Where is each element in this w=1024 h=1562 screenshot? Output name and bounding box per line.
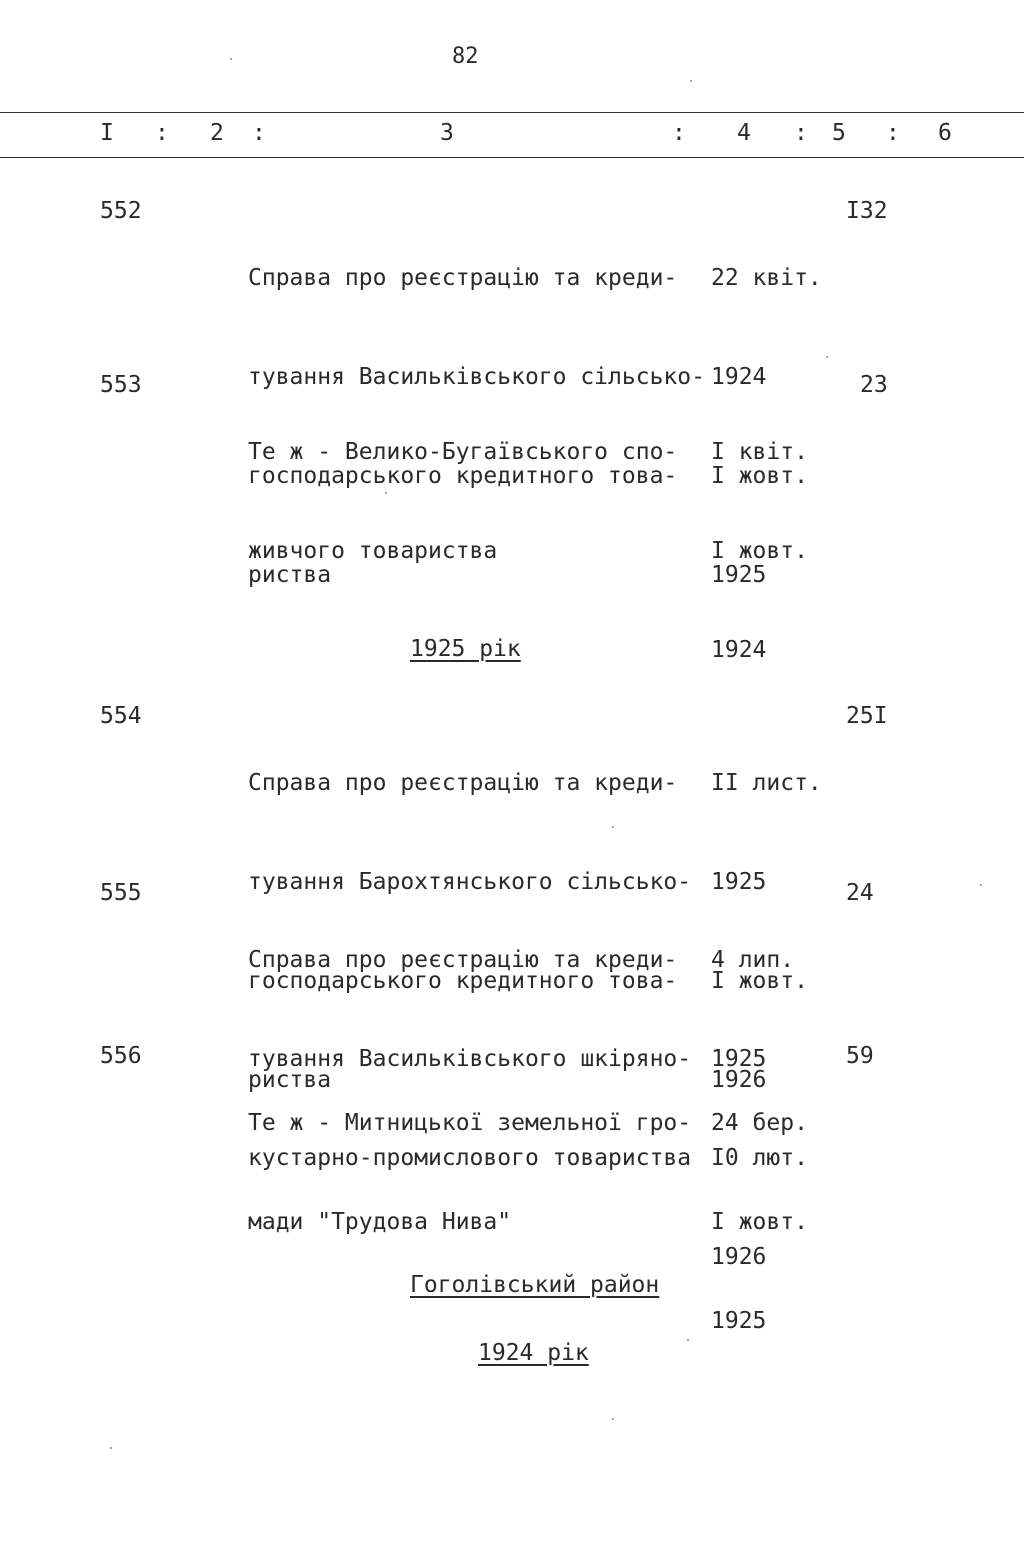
description-line: тування Барохтянського сільсько- [248, 869, 692, 895]
column-header-2: 2 [210, 120, 224, 146]
date-line: 1924 [711, 364, 767, 390]
description-line: господарського кредитного това- [248, 463, 678, 489]
date-line: 1926 [711, 1244, 767, 1270]
entry-count: I32 [846, 198, 888, 224]
date-line: I жовт. [711, 1209, 808, 1235]
description-line: риства [248, 1067, 332, 1093]
date-line: I жовт. [711, 968, 808, 994]
date-line: 1925 [711, 1308, 767, 1334]
date-line: 1925 [711, 562, 767, 588]
column-header-5: 5 [832, 120, 846, 146]
column-separator: : [252, 120, 266, 146]
date-line: 1924 [711, 637, 767, 663]
column-separator: : [672, 120, 686, 146]
description-line: господарського кредитного това- [248, 968, 678, 994]
description-line: Справа про реєстрацію та креди- [248, 770, 678, 796]
description-line: Те ж - Велико-Бугаївського спо- [248, 439, 678, 465]
scan-speck [612, 826, 614, 828]
description-line: Те ж - Митницької земельної гро- [248, 1110, 692, 1136]
entry-number: 556 [100, 1043, 142, 1069]
scan-speck [230, 58, 232, 60]
date-line: I квіт. [711, 439, 808, 465]
date-line: 4 лип. [711, 947, 795, 973]
scan-speck [690, 80, 692, 82]
entry-number: 554 [100, 703, 142, 729]
description-line: тування Васильківського сільсько- [248, 364, 705, 390]
date-line: I0 лют. [711, 1145, 808, 1171]
description-line: тування Васильківського шкіряно- [248, 1046, 692, 1072]
scan-speck [612, 1418, 614, 1420]
column-header-4: 4 [737, 120, 751, 146]
column-header-3: 3 [440, 120, 454, 146]
date-line: I жовт. [711, 538, 808, 564]
column-header-6: 6 [938, 120, 952, 146]
scan-speck [110, 1447, 112, 1449]
entry-number: 553 [100, 372, 142, 398]
entry-description [248, 370, 718, 634]
entry-count: 24 [846, 880, 874, 906]
description-line: Справа про реєстрацію та креди- [248, 265, 678, 291]
header-bottom-rule [0, 157, 1024, 158]
description-line: живчого товариства [248, 538, 498, 564]
entry-dates [711, 1041, 808, 1404]
column-separator: : [155, 120, 169, 146]
entry-count: 25I [846, 703, 888, 729]
date-line: 1926 [711, 1067, 767, 1093]
scan-speck [385, 492, 387, 494]
entry-count: 59 [846, 1043, 874, 1069]
year-heading-1924: 1924 рік [478, 1340, 589, 1366]
entry-number: 552 [100, 198, 142, 224]
description-line: Справа про реєстрацію та креди- [248, 947, 678, 973]
date-line: II лист. [711, 770, 822, 796]
entry-dates [711, 370, 808, 733]
date-line: 1925 [711, 1046, 767, 1072]
header-top-rule [0, 112, 1024, 113]
entry-count: 23 [860, 372, 888, 398]
date-line: 24 бер. [711, 1110, 808, 1136]
entry-description [248, 1041, 718, 1305]
scan-speck [687, 1339, 689, 1341]
date-line: I жовт. [711, 463, 808, 489]
scan-speck [980, 884, 982, 886]
entry-number: 555 [100, 880, 142, 906]
page-number: 82 [452, 44, 479, 69]
description-line: кустарно-промислового товариства [248, 1145, 692, 1171]
year-heading-1925: 1925 рік [410, 636, 521, 662]
district-heading: Гоголівський район [410, 1272, 660, 1298]
column-separator: : [794, 120, 808, 146]
scan-speck [826, 356, 828, 358]
date-line: 22 квіт. [711, 265, 822, 291]
date-line: 1925 [711, 869, 767, 895]
column-header-1: I [100, 120, 114, 146]
description-line: риства [248, 562, 332, 588]
description-line: мади "Трудова Нива" [248, 1209, 512, 1235]
column-separator: : [886, 120, 900, 146]
